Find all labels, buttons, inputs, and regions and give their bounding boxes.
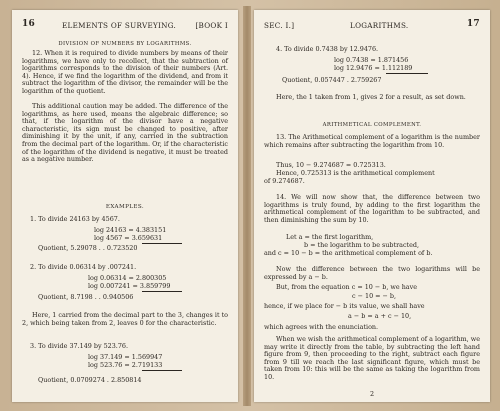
hence-line: hence, if we place for − b its value, we shall have: [264, 302, 425, 310]
book-gutter: [243, 6, 251, 406]
let-line-2: b = the logarithm to be subtracted,: [304, 241, 419, 249]
ex3-quotient: Quotient, 0.0709274 . 2.850814: [38, 376, 142, 384]
left-running-head: ELEMENTS OF SURVEYING.: [62, 21, 177, 30]
thus-line-3: of 9.274687.: [264, 177, 305, 185]
ex2-rule: [142, 291, 182, 292]
right-section: SEC. I.]: [264, 21, 295, 30]
ex2-title: 2. To divide 0.06314 by .007241.: [30, 263, 137, 271]
but-line: But, from the equation c = 10 − b, we have: [276, 283, 418, 291]
ex3-title: 3. To divide 37.149 by 523.76.: [30, 342, 128, 350]
let-line-3: and c = 10 − b = the arithmetical complement of b.: [264, 249, 433, 257]
ex4-log1: log 0.7438 = 1.871456: [334, 56, 409, 64]
thus-line-1: Thus, 10 − 9.274687 = 0.725313.: [276, 161, 386, 169]
left-page: [12, 10, 238, 402]
para-12: 12. When it is required to divide numbers by means of their logarithms, we have only to recollect, that the subtraction of logarithms corresponds to the division of their numbers (Art. 4). Hence, if we find the logarithm of the dividend, and from it subtract the logarithm of the divisor, the remainder will be the logarithm of the quotient.: [22, 49, 228, 95]
ex1-log2: log 4567 = 3.659631: [94, 234, 163, 242]
right-page: [254, 10, 490, 402]
right-page-number: 17: [466, 19, 480, 29]
ex4-title: 4. To divide 0.7438 by 12.9476.: [276, 45, 379, 53]
left-page-number: 16: [22, 19, 36, 29]
ex2-log1: log 0.06314 = 2.800305: [88, 274, 167, 282]
ex1-rule: [142, 243, 182, 244]
para-14: 14. We will now show that, the difference between two logarithms is truly found, by adding to the first logarithm the arithmetical complement of the logarithm to be subtracted, and then diminishing the sum by 10.: [264, 193, 480, 224]
para-now: Now the difference between the two logarithms will be expressed by a − b.: [264, 265, 480, 281]
ex4-rule: [386, 73, 428, 74]
right-here-note: Here, the 1 taken from 1, gives 2 for a result, as set down.: [276, 93, 466, 101]
ex2-quotient: Quotient, 8.7198 . . 0.940506: [38, 293, 134, 301]
para-12b: This additional caution may be added. The difference of the logarithms, as here used, means the algebraic difference; so that, if the logarithm of the divisor have a negative characteristic, its sign must be changed to positive, after diminishing it by the unit, if any, carried in the subtraction from the decimal part of the logarithm. Or, if the characteristic of the logarithm of the dividend is negative, it must be treated as a negative number.: [22, 102, 228, 164]
examples-heading: EXAMPLES.: [105, 204, 145, 210]
ex3-rule: [142, 370, 182, 371]
right-running-head: LOGARITHMS.: [350, 21, 409, 30]
para-13: 13. The Arithmetical complement of a logarithm is the number which remains after subtracting the logarithm from 10.: [264, 133, 480, 149]
left-section: [BOOK I: [195, 21, 228, 30]
para-when: When we wish the arithmetical complement of a logarithm, we may write it directly from the table, by subtracting the left hand figure from 9, then proceeding to the right, subtract each figure from 9 till we reach the last significant figure, which must be taken from 10: this will be the same as taking the logarithm from 10.: [264, 335, 480, 381]
ex1-title: 1. To divide 24163 by 4567.: [30, 215, 120, 223]
right-subheading: ARITHMETICAL COMPLEMENT.: [322, 122, 422, 128]
ex3-log2: log 523.76 = 2.719133: [88, 361, 163, 369]
left-subheading: DIVISION OF NUMBERS BY LOGARITHMS.: [58, 41, 192, 47]
equation-2: a − b = a + c − 10,: [348, 312, 412, 320]
ex1-quotient: Quotient, 5.29078 . . 0.723520: [38, 244, 138, 252]
ex3-log1: log 37.149 = 1.569947: [88, 353, 163, 361]
thus-line-2: Hence, 0.725313 is the arithmetical complement: [276, 169, 435, 177]
ex4-log2: log 12.9476 = 1.112189: [334, 64, 413, 72]
left-here-note: Here, 1 carried from the decimal part to the 3, changes it to 2, which being taken from 2, leaves 0 for the characteristic.: [22, 311, 228, 327]
let-line-1: Let a = the first logarithm,: [286, 233, 374, 241]
ex1-log1: log 24163 = 4.383151: [94, 226, 167, 234]
ex4-quotient: Quotient, 0.057447 . 2.759267: [282, 76, 382, 84]
right-header: [264, 19, 480, 32]
signature-mark: 2: [369, 390, 375, 398]
equation-1: c − 10 = − b,: [352, 292, 397, 300]
agrees-line: which agrees with the enunciation.: [264, 323, 379, 331]
ex2-log2: log 0.007241 = 3.859799: [88, 282, 171, 290]
left-header: [22, 19, 228, 32]
